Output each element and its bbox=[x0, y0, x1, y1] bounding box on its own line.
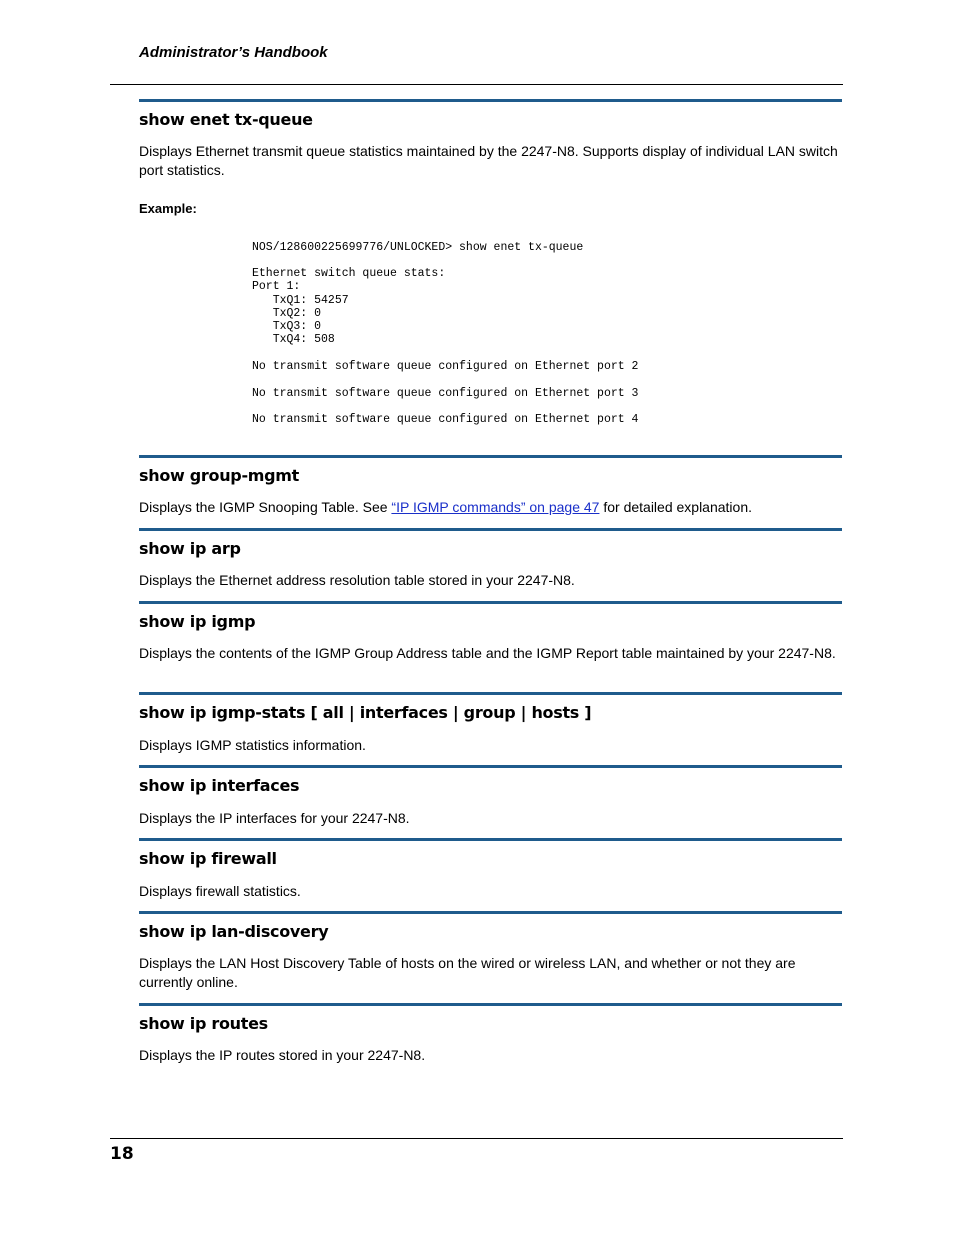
section-description: Displays the Ethernet address resolution table stored in your 2247-N8. bbox=[139, 572, 575, 588]
section-description: Displays the contents of the IGMP Group Address table and the IGMP Report table maintained by your 2247-N8. bbox=[139, 645, 836, 661]
section-description: Displays the IP interfaces for your 2247-N8. bbox=[139, 810, 410, 826]
section-divider bbox=[139, 99, 842, 102]
section-description: Displays IGMP statistics information. bbox=[139, 737, 366, 753]
section-show-ip-lan-discovery bbox=[139, 911, 842, 992]
code-prompt-line: NOS/128600225699776/UNLOCKED> show enet tx-queue bbox=[252, 241, 584, 254]
section-divider bbox=[139, 692, 842, 695]
section-show-group-mgmt bbox=[139, 455, 842, 517]
section-title: show ip arp bbox=[139, 539, 241, 558]
section-description: Displays firewall statistics. bbox=[139, 883, 301, 899]
section-title: show ip interfaces bbox=[139, 776, 300, 795]
section-divider bbox=[139, 765, 842, 768]
section-title: show ip firewall bbox=[139, 849, 277, 868]
section-show-ip-igmp bbox=[139, 601, 842, 663]
section-description: Displays the LAN Host Discovery Table of hosts on the wired or wireless LAN, and whether or not they are currently online. bbox=[139, 955, 796, 990]
section-divider bbox=[139, 601, 842, 604]
section-description: Displays the IP routes stored in your 2247-N8. bbox=[139, 1047, 426, 1063]
section-divider bbox=[139, 911, 842, 914]
section-description: Displays Ethernet transmit queue statistics maintained by the 2247-N8. Supports display of individual LAN switch port statistics. bbox=[139, 143, 838, 178]
code-port2-line: No transmit software queue configured on Ethernet port 2 bbox=[252, 360, 639, 373]
igmp-commands-link[interactable]: “IP IGMP commands” on page 47 bbox=[391, 499, 600, 515]
section-divider bbox=[139, 528, 842, 531]
section-divider bbox=[139, 838, 842, 841]
section-show-ip-interfaces bbox=[139, 765, 842, 828]
code-stats-block: Ethernet switch queue stats: Port 1: TxQ1: 54257 TxQ2: 0 TxQ3: 0 TxQ4: 508 bbox=[252, 267, 446, 347]
section-title: show ip routes bbox=[139, 1014, 268, 1033]
section-divider bbox=[139, 455, 842, 458]
section-show-ip-arp bbox=[139, 528, 842, 590]
footer-divider bbox=[110, 1138, 843, 1139]
code-port3-line: No transmit software queue configured on Ethernet port 3 bbox=[252, 387, 639, 400]
code-port4-line: No transmit software queue configured on Ethernet port 4 bbox=[252, 413, 639, 426]
section-title: show ip igmp bbox=[139, 612, 256, 631]
section-show-ip-routes bbox=[139, 1003, 842, 1065]
header-divider bbox=[110, 84, 843, 85]
page-number: 18 bbox=[110, 1144, 134, 1164]
section-title: show group-mgmt bbox=[139, 466, 300, 485]
section-show-ip-firewall bbox=[139, 838, 842, 901]
section-title: show ip igmp-stats [ all | interfaces | group | hosts ] bbox=[139, 703, 592, 722]
example-label: Example: bbox=[139, 201, 197, 216]
section-title: show ip lan-discovery bbox=[139, 922, 329, 941]
section-show-ip-igmp-stats bbox=[139, 692, 842, 755]
running-header: Administrator’s Handbook bbox=[139, 44, 328, 61]
section-title: show enet tx-queue bbox=[139, 110, 313, 129]
section-divider bbox=[139, 1003, 842, 1006]
description-text: for detailed explanation. bbox=[599, 499, 753, 515]
description-text: Displays the IGMP Snooping Table. See bbox=[139, 499, 392, 515]
section-description bbox=[139, 498, 842, 517]
section-show-enet-tx-queue bbox=[139, 99, 842, 180]
